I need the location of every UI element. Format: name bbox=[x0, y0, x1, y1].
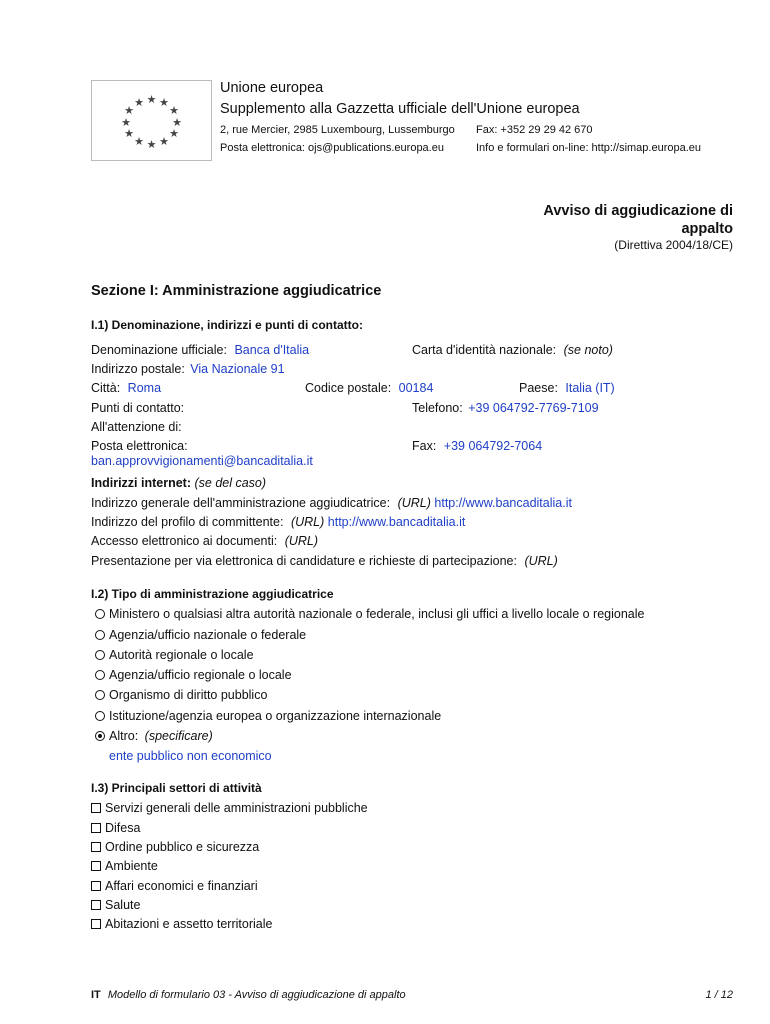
paese-row bbox=[519, 381, 615, 395]
i3-heading: I.3) Principali settori di attività bbox=[91, 781, 262, 795]
notice-title-line1: Avviso di aggiudicazione di bbox=[543, 203, 733, 219]
i3-option-2[interactable]: Ordine pubblico e sicurezza bbox=[91, 840, 259, 854]
url1-row bbox=[91, 496, 572, 510]
indirizzo-label: Indirizzo postale: bbox=[91, 362, 185, 376]
i2-option-2[interactable]: Autorità regionale o locale bbox=[95, 648, 254, 662]
svg-text:★: ★ bbox=[146, 94, 157, 106]
attenzione-label: All'attenzione di: bbox=[91, 420, 182, 434]
cap-label: Codice postale: bbox=[305, 381, 392, 395]
eu-flag-logo bbox=[91, 80, 212, 161]
svg-text:★: ★ bbox=[134, 97, 144, 109]
svg-text:★: ★ bbox=[159, 97, 169, 109]
carta-label: Carta d'identità nazionale: bbox=[412, 343, 557, 357]
altro-label: Altro: bbox=[109, 729, 139, 743]
url4-tag: (URL) bbox=[524, 554, 558, 568]
footer-form: Modello di formulario 03 - Avviso di aggiudicazione di appalto bbox=[107, 989, 406, 1001]
svg-text:★: ★ bbox=[172, 117, 182, 129]
altro-value: ente pubblico non economico bbox=[109, 749, 272, 763]
svg-text:★: ★ bbox=[124, 128, 134, 140]
radio-icon[interactable] bbox=[95, 650, 105, 660]
punti-label: Punti di contatto: bbox=[91, 401, 185, 415]
radio-icon[interactable] bbox=[95, 609, 105, 619]
altro-note: (specificare) bbox=[144, 729, 213, 743]
footer-lang: IT bbox=[91, 989, 101, 1001]
internet-note: (se del caso) bbox=[194, 476, 267, 490]
paese-label: Paese: bbox=[519, 381, 558, 395]
checkbox-icon[interactable] bbox=[91, 919, 101, 929]
svg-text:★: ★ bbox=[134, 136, 144, 148]
denominazione-label: Denominazione ufficiale: bbox=[91, 343, 227, 357]
checkbox-icon[interactable] bbox=[91, 842, 101, 852]
i3-option-3[interactable]: Ambiente bbox=[91, 859, 158, 873]
i2-option-0[interactable]: Ministero o qualsiasi altra autorità nazionale o federale, inclusi gli uffici a livello locale o regionale bbox=[95, 607, 645, 621]
url3-row bbox=[91, 534, 318, 548]
checkbox-icon[interactable] bbox=[91, 823, 101, 833]
fax-value: +39 064792-7064 bbox=[443, 439, 543, 453]
header-fax: Fax: +352 29 29 42 670 bbox=[476, 124, 593, 136]
i2-option-4[interactable]: Organismo di diritto pubblico bbox=[95, 688, 267, 702]
svg-text:★: ★ bbox=[169, 105, 179, 117]
checkbox-icon[interactable] bbox=[91, 900, 101, 910]
i2-option-5[interactable]: Istituzione/agenzia europea o organizzazione internazionale bbox=[95, 709, 441, 723]
i2-heading: I.2) Tipo di amministrazione aggiudicatrice bbox=[91, 587, 334, 601]
fax-label: Fax: bbox=[412, 439, 437, 453]
checkbox-icon[interactable] bbox=[91, 861, 101, 871]
svg-text:★: ★ bbox=[159, 136, 169, 148]
url2-row bbox=[91, 515, 465, 529]
carta-value: (se noto) bbox=[563, 343, 613, 357]
carta-row bbox=[412, 343, 613, 357]
citta-label: Città: bbox=[91, 381, 121, 395]
fax-row bbox=[412, 439, 542, 453]
svg-text:★: ★ bbox=[169, 128, 179, 140]
header-email: Posta elettronica: ojs@publications.europa.eu bbox=[220, 142, 444, 154]
radio-selected-icon[interactable] bbox=[95, 731, 105, 741]
url3-label: Accesso elettronico ai documenti: bbox=[91, 534, 278, 548]
radio-icon[interactable] bbox=[95, 690, 105, 700]
header-org: Unione europea bbox=[220, 80, 324, 96]
svg-text:★: ★ bbox=[121, 117, 131, 129]
url3-tag: (URL) bbox=[284, 534, 319, 548]
i3-option-6[interactable]: Abitazioni e assetto territoriale bbox=[91, 917, 272, 931]
header-supplement: Supplemento alla Gazzetta ufficiale dell'Unione europea bbox=[220, 101, 580, 117]
i3-option-1[interactable]: Difesa bbox=[91, 821, 140, 835]
citta-row bbox=[91, 381, 161, 395]
telefono-row bbox=[412, 401, 599, 415]
header-info: Info e formulari on-line: http://simap.europa.eu bbox=[476, 142, 702, 154]
denominazione-row bbox=[91, 343, 309, 357]
url1-label: Indirizzo generale dell'amministrazione aggiudicatrice: bbox=[91, 496, 391, 510]
i2-option-3[interactable]: Agenzia/ufficio regionale o locale bbox=[95, 668, 292, 682]
url4-row bbox=[91, 554, 558, 568]
notice-title-line2: appalto bbox=[681, 221, 733, 237]
indirizzo-value: Via Nazionale 91 bbox=[190, 362, 285, 376]
radio-icon[interactable] bbox=[95, 711, 105, 721]
internet-label: Indirizzi internet: bbox=[91, 476, 191, 490]
url1-link[interactable]: http://www.bancaditalia.it bbox=[434, 496, 572, 510]
radio-icon[interactable] bbox=[95, 630, 105, 640]
telefono-label: Telefono: bbox=[412, 401, 463, 415]
section-heading: Sezione I: Amministrazione aggiudicatrice bbox=[91, 283, 382, 299]
svg-text:★: ★ bbox=[124, 105, 134, 117]
posta-label: Posta elettronica: bbox=[91, 439, 188, 453]
i3-option-4[interactable]: Affari economici e finanziari bbox=[91, 879, 258, 893]
citta-value: Roma bbox=[127, 381, 162, 395]
url4-label: Presentazione per via elettronica di candidature e richieste di partecipazione: bbox=[91, 554, 517, 568]
header-address: 2, rue Mercier, 2985 Luxembourg, Lussemburgo bbox=[220, 124, 455, 136]
url2-label: Indirizzo del profilo di committente: bbox=[91, 515, 284, 529]
footer-left bbox=[91, 989, 406, 1001]
svg-text:★: ★ bbox=[146, 139, 157, 151]
paese-value: Italia (IT) bbox=[565, 381, 615, 395]
url2-link[interactable]: http://www.bancaditalia.it bbox=[327, 515, 466, 529]
url1-tag: (URL) bbox=[397, 496, 431, 510]
radio-icon[interactable] bbox=[95, 670, 105, 680]
checkbox-icon[interactable] bbox=[91, 881, 101, 891]
denominazione-value: Banca d'Italia bbox=[234, 343, 310, 357]
i2-option-altro[interactable] bbox=[95, 729, 213, 743]
i2-option-1[interactable]: Agenzia/ufficio nazionale o federale bbox=[95, 628, 306, 642]
internet-row bbox=[91, 476, 266, 490]
footer-page: 1 / 12 bbox=[705, 989, 733, 1001]
i3-option-0[interactable]: Servizi generali delle amministrazioni pubbliche bbox=[91, 801, 368, 815]
cap-row bbox=[305, 381, 433, 395]
checkbox-icon[interactable] bbox=[91, 803, 101, 813]
posta-value[interactable]: ban.approvvigionamenti@bancaditalia.it bbox=[91, 454, 313, 468]
notice-directive: (Direttiva 2004/18/CE) bbox=[614, 238, 733, 252]
telefono-value: +39 064792-7769-7109 bbox=[468, 401, 599, 415]
eu-stars-icon bbox=[92, 81, 211, 160]
i1-heading: I.1) Denominazione, indirizzi e punti di contatto: bbox=[91, 318, 363, 332]
cap-value: 00184 bbox=[398, 381, 434, 395]
url2-tag: (URL) bbox=[290, 515, 325, 529]
i3-option-5[interactable]: Salute bbox=[91, 898, 140, 912]
indirizzo-row bbox=[91, 362, 285, 376]
